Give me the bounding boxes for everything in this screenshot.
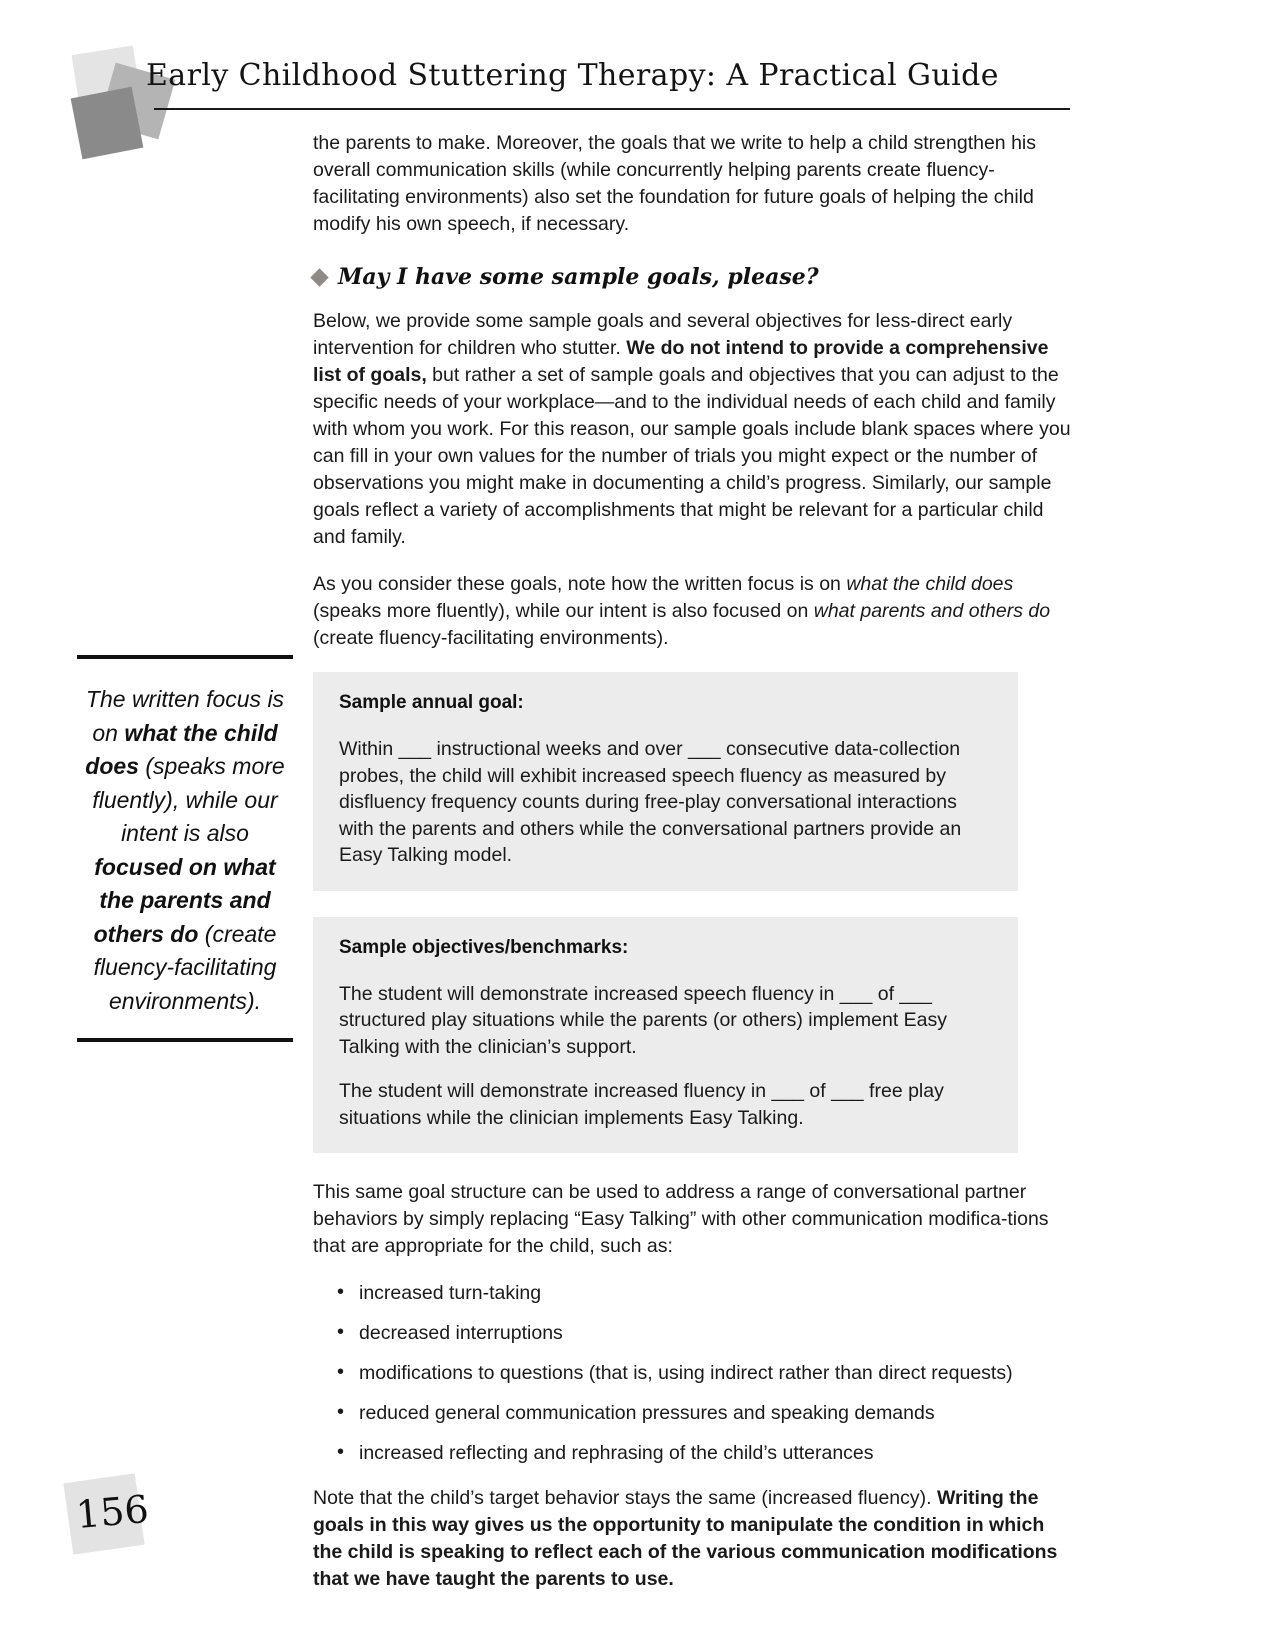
para-below-a: Below, we provide some sample goals and several objectives for less-direct early intervention for children who stutter. — [313, 310, 1013, 359]
sample-annual-goal-box — [313, 672, 1018, 891]
list-item: • increased reflecting and rephrasing of the child’s utterances — [359, 1440, 1073, 1467]
sample-annual-goal-text: Within ___ instructional weeks and over ___ consecutive data-collection probes, the child will exhibit increased speech fluency as measured by disfluency frequency counts during free-play conversational interactions with the parents and others while the conversational partners provide an Easy Talking model. — [339, 738, 962, 866]
pull-quote-seg-4: focused on what the parents and others do — [93, 853, 276, 947]
para-line-3: facilitating environments) also set the foundation for future goals of helping the child — [313, 186, 1034, 208]
page-number: 156 — [74, 1486, 151, 1538]
para-note-a: Note that the child’s target behavior stays the same (increased fluency). — [313, 1487, 937, 1509]
list-item: • increased turn-taking — [359, 1280, 1073, 1307]
main-text-column — [313, 130, 1073, 1593]
sample-objectives-title: Sample objectives/benchmarks: — [339, 936, 629, 958]
section-heading — [313, 264, 1073, 290]
para-below-bold: We do not intend to provide a comprehensive list of goals, — [313, 337, 1049, 386]
sample-objective-1: The student will demonstrate increased speech fluency in ___ of ___ structured play situations while the parents (or others) implement Easy Talking with the clinician’s support. — [339, 982, 948, 1058]
list-item: • modifications to questions (that is, using indirect rather than direct requests) — [359, 1360, 1073, 1387]
paragraph-note — [313, 1485, 1073, 1593]
sample-objectives-box — [313, 917, 1018, 1154]
pull-quote-rule-top — [77, 655, 293, 659]
section-heading-text: May I have some sample goals, please? — [338, 264, 819, 290]
para-consider-b: (speaks more fluently), while our intent is also focused on — [313, 600, 814, 622]
para-consider-italic-1: what the child does — [846, 573, 1014, 595]
diamond-bullet-icon — [310, 268, 328, 286]
pull-quote-seg-2: what the child does — [85, 719, 278, 779]
list-item: • decreased interruptions — [359, 1320, 1073, 1347]
header-divider — [154, 108, 1070, 110]
sample-objective-2: The student will demonstrate increased fluency in ___ of ___ free play situations while the clinician implements Easy Talking. — [339, 1080, 944, 1129]
paragraph-below-sample-goals — [313, 308, 1073, 551]
book-title: Early Childhood Stuttering Therapy: A Practical Guide — [146, 58, 999, 93]
pull-quote-seg-5: (create fluency-facilitating environments). — [93, 920, 277, 1014]
para-consider-c: (create fluency-facilitating environments). — [313, 627, 669, 649]
para-below-b: but rather a set of sample goals and objectives that you can adjust to the specific needs of your workplace—and to the individual needs of each child and family with whom you work. For this reason, our sample goals include blank spaces where you can fill in your own values for the number of trials you might expect or the number of observations you might make in documenting a child’s progress. Similarly, our sample goals reflect a variety of accomplishments that might be relevant for a particular child and family. — [313, 364, 1071, 548]
para-line-4: modify his own speech, if necessary. — [313, 213, 630, 235]
sample-annual-goal-title: Sample annual goal: — [339, 692, 524, 713]
communication-modifications-list — [313, 1280, 1073, 1467]
pull-quote-seg-3: (speaks more fluently), while our intent is also — [92, 753, 285, 846]
logo-square-dark-icon — [71, 87, 144, 160]
paragraph-goal-structure: This same goal structure can be used to address a range of conversational partner behaviors by simply replacing “Easy Talking” with other communication modifica-tions that are appropriate for the child, such as: — [313, 1181, 1049, 1257]
para-note-bold: Writing the goals in this way gives us the opportunity to manipulate the condition in which the child is speaking to reflect each of the various communication modifications that we have taught the parents to use. — [313, 1487, 1058, 1590]
pull-quote-seg-1: The written focus is on — [85, 686, 285, 746]
pull-quote-rule-bottom — [77, 1038, 293, 1042]
page-number-block — [68, 1478, 151, 1550]
para-line-1: the parents to make. Moreover, the goals that we write to help a child strengthen — [313, 132, 1006, 154]
para-consider-italic-2: what parents and others do — [813, 600, 1051, 622]
para-consider-a: As you consider these goals, note how the written focus is on — [313, 573, 847, 595]
paragraph-continued — [313, 130, 1073, 238]
pull-quote-text — [77, 683, 293, 1018]
para-line-2: his overall communication skills (while concurrently helping parents create fluency- — [313, 132, 1036, 181]
list-item: • reduced general communication pressures and speaking demands — [359, 1400, 1073, 1427]
pull-quote — [77, 655, 293, 1042]
paragraph-as-you-consider — [313, 571, 1073, 652]
page-header — [0, 0, 1266, 130]
